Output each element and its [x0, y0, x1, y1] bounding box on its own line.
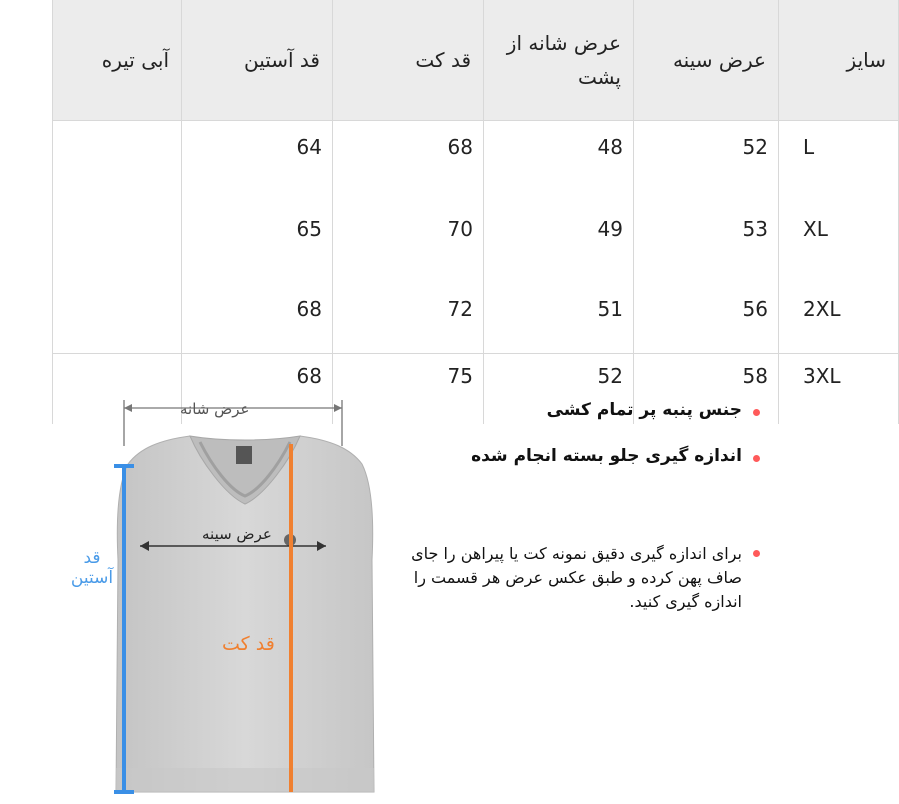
cell-size: XL [779, 215, 899, 297]
table-row [53, 215, 899, 297]
note-text: جنس پنبه پر تمام کشی [546, 400, 742, 420]
bullet-icon [753, 455, 760, 462]
cell-size: L [779, 121, 899, 216]
note-text: برای اندازه گیری دقیق نمونه کت یا پیراهن را جای صاف پهن کرده و طبق عکس عرض هر قسمت را اندازه گیری کنید. [411, 544, 742, 611]
cell-size: 3XL [779, 354, 899, 425]
header-color: آبی تیره [53, 0, 182, 121]
cell-sleeve: 68 [182, 354, 333, 425]
cell-chest: 53 [634, 215, 779, 297]
size-table [52, 0, 886, 388]
note-text: اندازه گیری جلو بسته انجام شده [471, 446, 742, 466]
product-notes [390, 392, 760, 614]
cell-chest: 56 [634, 297, 779, 354]
cell-chest: 52 [634, 121, 779, 216]
table-row [53, 121, 899, 216]
length-label: قد کت [222, 633, 275, 655]
cell-shoulder: 48 [484, 121, 634, 216]
cell-color [53, 215, 182, 297]
cell-color [53, 297, 182, 354]
cell-shoulder: 51 [484, 297, 634, 354]
note-material [390, 400, 760, 420]
cell-shoulder: 52 [484, 354, 634, 425]
bullet-icon [753, 409, 760, 416]
note-instructions [390, 542, 760, 614]
header-shoulder [484, 0, 634, 121]
table-row [53, 297, 899, 354]
cell-length: 75 [333, 354, 484, 425]
sweater-illustration [0, 380, 400, 800]
sleeve-label-text: قد آستین [70, 548, 114, 588]
chest-label: عرض سینه [202, 525, 272, 543]
note-measurement [390, 446, 760, 466]
bullet-icon [753, 550, 760, 557]
measurement-diagram [0, 380, 400, 800]
header-size: سایز [779, 0, 899, 121]
shoulder-label: عرض شانه [180, 400, 250, 418]
cell-size: 2XL [779, 297, 899, 354]
cell-length: 70 [333, 215, 484, 297]
cell-shoulder: 49 [484, 215, 634, 297]
header-shoulder-label: عرض شانه از پشت [506, 31, 621, 89]
cell-sleeve: 65 [182, 215, 333, 297]
header-sleeve: قد آستین [182, 0, 333, 121]
cell-sleeve: 68 [182, 297, 333, 354]
cell-length: 72 [333, 297, 484, 354]
sleeve-label [64, 548, 120, 588]
header-chest: عرض سینه [634, 0, 779, 121]
cell-sleeve: 64 [182, 121, 333, 216]
cell-chest: 58 [634, 354, 779, 425]
cell-color [53, 121, 182, 216]
header-length: قد کت [333, 0, 484, 121]
table-header-row [53, 0, 899, 121]
cell-length: 68 [333, 121, 484, 216]
